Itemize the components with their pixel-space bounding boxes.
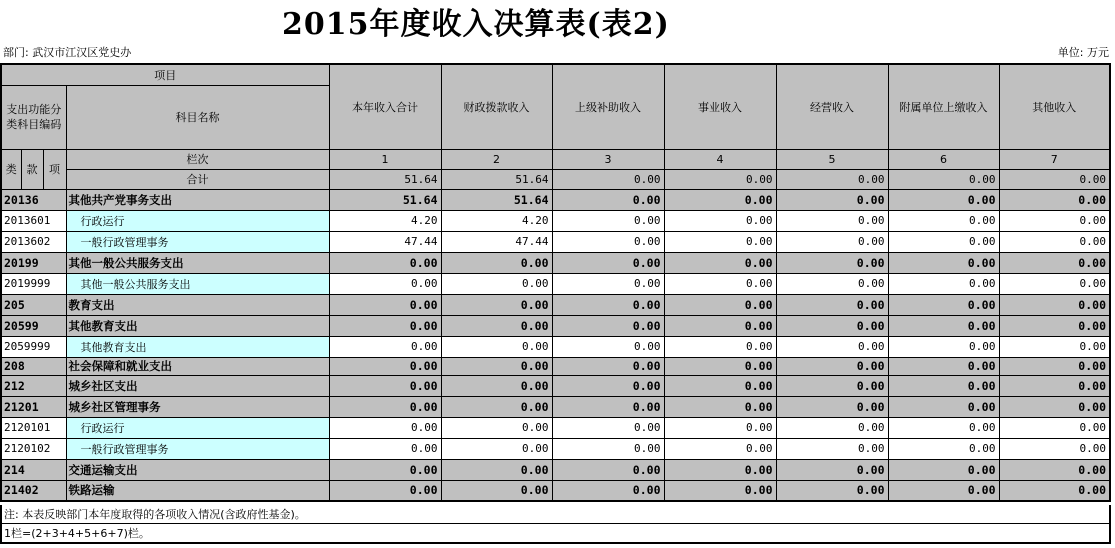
value-cell: 0.00 [776, 357, 888, 375]
value-cell: 0.00 [776, 459, 888, 480]
total-cell: 0.00 [664, 169, 776, 189]
value-cell: 0.00 [888, 417, 999, 438]
value-cell: 0.00 [552, 189, 664, 210]
table-row [1, 273, 1110, 294]
value-cell: 0.00 [888, 480, 999, 501]
value-cell: 0.00 [664, 315, 776, 336]
subject-code-cell: 20199 [1, 252, 66, 273]
total-cell: 51.64 [329, 169, 441, 189]
formula-note: 1栏=(2+3+4+5+6+7)栏。 [0, 524, 1111, 544]
value-cell: 0.00 [329, 417, 441, 438]
value-cell: 4.20 [441, 210, 552, 231]
value-cell: 0.00 [999, 357, 1110, 375]
value-cell: 0.00 [888, 231, 999, 252]
value-cell: 0.00 [999, 231, 1110, 252]
table-row [1, 294, 1110, 315]
column-header: 财政拨款收入 [441, 64, 552, 149]
value-cell: 0.00 [888, 459, 999, 480]
value-cell: 0.00 [999, 210, 1110, 231]
value-cell: 0.00 [441, 375, 552, 396]
subject-code-cell: 21402 [1, 480, 66, 501]
value-cell: 0.00 [664, 417, 776, 438]
value-cell: 0.00 [552, 252, 664, 273]
subject-name-cell: 铁路运输 [66, 480, 329, 501]
column-header: 附属单位上缴收入 [888, 64, 999, 149]
value-cell: 47.44 [329, 231, 441, 252]
value-cell: 0.00 [441, 336, 552, 357]
value-cell: 0.00 [552, 315, 664, 336]
table-row [1, 417, 1110, 438]
column-number: 6 [888, 149, 999, 169]
unit-label: 单位: 万元 [1057, 46, 1109, 59]
func-code-text: 支出功能分类科目编码 [6, 103, 62, 131]
table-row [1, 375, 1110, 396]
value-cell: 0.00 [329, 252, 441, 273]
value-cell: 0.00 [776, 231, 888, 252]
value-cell: 0.00 [441, 459, 552, 480]
subject-code-cell: 2120101 [1, 417, 66, 438]
value-cell: 0.00 [776, 210, 888, 231]
value-cell: 0.00 [999, 252, 1110, 273]
table-row [1, 357, 1110, 375]
value-cell: 0.00 [441, 417, 552, 438]
value-cell: 0.00 [776, 189, 888, 210]
value-cell: 0.00 [776, 375, 888, 396]
table-row [1, 231, 1110, 252]
value-cell: 0.00 [552, 480, 664, 501]
value-cell: 4.20 [329, 210, 441, 231]
subject-name-cell: 其他教育支出 [66, 315, 329, 336]
value-cell: 0.00 [776, 294, 888, 315]
value-cell: 0.00 [664, 459, 776, 480]
subject-name-cell: 一般行政管理事务 [66, 231, 329, 252]
subject-code-cell: 208 [1, 357, 66, 375]
subject-code-cell: 2013601 [1, 210, 66, 231]
value-cell: 51.64 [329, 189, 441, 210]
value-cell: 0.00 [329, 459, 441, 480]
value-cell: 0.00 [441, 438, 552, 459]
value-cell: 0.00 [441, 294, 552, 315]
value-cell: 0.00 [552, 438, 664, 459]
revenue-table [0, 63, 1111, 502]
subject-name-cell: 行政运行 [66, 210, 329, 231]
value-cell: 0.00 [552, 396, 664, 417]
value-cell: 0.00 [888, 438, 999, 459]
subject-code-cell: 20599 [1, 315, 66, 336]
value-cell: 0.00 [664, 210, 776, 231]
table-row [1, 438, 1110, 459]
value-cell: 0.00 [999, 315, 1110, 336]
value-cell: 0.00 [552, 210, 664, 231]
value-cell: 0.00 [999, 273, 1110, 294]
subject-code-cell: 2019999 [1, 273, 66, 294]
value-cell: 0.00 [999, 294, 1110, 315]
value-cell: 47.44 [441, 231, 552, 252]
value-cell: 0.00 [552, 357, 664, 375]
value-cell: 0.00 [441, 252, 552, 273]
subject-name-cell: 其他一般公共服务支出 [66, 273, 329, 294]
subject-name-cell: 行政运行 [66, 417, 329, 438]
column-number: 3 [552, 149, 664, 169]
value-cell: 0.00 [999, 417, 1110, 438]
subject-name-header: 科目名称 [66, 85, 329, 149]
value-cell: 0.00 [776, 336, 888, 357]
value-cell: 0.00 [776, 252, 888, 273]
value-cell: 0.00 [329, 357, 441, 375]
value-cell: 0.00 [664, 231, 776, 252]
table-row [1, 252, 1110, 273]
total-label: 合计 [66, 169, 329, 189]
value-cell: 0.00 [552, 375, 664, 396]
value-cell: 0.00 [888, 315, 999, 336]
table-row [1, 480, 1110, 501]
value-cell: 0.00 [329, 273, 441, 294]
value-cell: 0.00 [999, 459, 1110, 480]
column-number: 7 [999, 149, 1110, 169]
value-cell: 0.00 [329, 480, 441, 501]
value-cell: 0.00 [999, 189, 1110, 210]
value-cell: 0.00 [776, 396, 888, 417]
table-note: 注: 本表反映部门本年度取得的各项收入情况(含政府性基金)。 [0, 505, 1111, 524]
value-cell: 0.00 [776, 417, 888, 438]
value-cell: 0.00 [664, 273, 776, 294]
value-cell: 0.00 [552, 417, 664, 438]
value-cell: 0.00 [776, 438, 888, 459]
value-cell: 0.00 [329, 336, 441, 357]
value-cell: 0.00 [441, 396, 552, 417]
value-cell: 0.00 [999, 396, 1110, 417]
value-cell: 0.00 [999, 480, 1110, 501]
total-cell: 0.00 [999, 169, 1110, 189]
column-header: 经营收入 [776, 64, 888, 149]
xiang-header: 项 [43, 149, 66, 189]
total-cell: 0.00 [888, 169, 999, 189]
total-cell: 51.64 [441, 169, 552, 189]
value-cell: 0.00 [329, 438, 441, 459]
value-cell: 0.00 [329, 396, 441, 417]
value-cell: 0.00 [552, 273, 664, 294]
subject-name-cell: 其他一般公共服务支出 [66, 252, 329, 273]
value-cell: 0.00 [664, 480, 776, 501]
value-cell: 0.00 [664, 438, 776, 459]
value-cell: 0.00 [664, 294, 776, 315]
table-row [1, 315, 1110, 336]
value-cell: 0.00 [888, 396, 999, 417]
column-number: 5 [776, 149, 888, 169]
column-number: 4 [664, 149, 776, 169]
value-cell: 51.64 [441, 189, 552, 210]
table-row [1, 459, 1110, 480]
value-cell: 0.00 [776, 273, 888, 294]
value-cell: 0.00 [552, 294, 664, 315]
table-row [1, 189, 1110, 210]
table-row [1, 210, 1110, 231]
subject-code-cell: 2013602 [1, 231, 66, 252]
lei-header: 类 [1, 149, 21, 189]
value-cell: 0.00 [664, 189, 776, 210]
department-label: 部门: 武汉市江汉区党史办 [3, 46, 132, 59]
subject-code-cell: 212 [1, 375, 66, 396]
value-cell: 0.00 [441, 315, 552, 336]
value-cell: 0.00 [888, 252, 999, 273]
value-cell: 0.00 [329, 315, 441, 336]
value-cell: 0.00 [329, 294, 441, 315]
value-cell: 0.00 [664, 336, 776, 357]
value-cell: 0.00 [552, 459, 664, 480]
value-cell: 0.00 [999, 438, 1110, 459]
value-cell: 0.00 [552, 231, 664, 252]
value-cell: 0.00 [664, 375, 776, 396]
subject-name-cell: 其他共产党事务支出 [66, 189, 329, 210]
subject-name-cell: 其他教育支出 [66, 336, 329, 357]
value-cell: 0.00 [888, 189, 999, 210]
subject-code-cell: 20136 [1, 189, 66, 210]
value-cell: 0.00 [441, 273, 552, 294]
report-title: 2015年度收入决算表(表2) [282, 7, 670, 42]
func-code-header [1, 85, 66, 149]
column-number: 1 [329, 149, 441, 169]
subject-name-cell: 教育支出 [66, 294, 329, 315]
subject-code-cell: 205 [1, 294, 66, 315]
value-cell: 0.00 [664, 252, 776, 273]
subject-code-cell: 214 [1, 459, 66, 480]
lanci-header: 栏次 [66, 149, 329, 169]
subject-code-cell: 21201 [1, 396, 66, 417]
value-cell: 0.00 [776, 315, 888, 336]
value-cell: 0.00 [552, 336, 664, 357]
value-cell: 0.00 [888, 294, 999, 315]
value-cell: 0.00 [441, 480, 552, 501]
value-cell: 0.00 [329, 375, 441, 396]
value-cell: 0.00 [999, 336, 1110, 357]
total-cell: 0.00 [776, 169, 888, 189]
total-cell: 0.00 [552, 169, 664, 189]
value-cell: 0.00 [664, 357, 776, 375]
value-cell: 0.00 [888, 273, 999, 294]
subject-name-cell: 城乡社区管理事务 [66, 396, 329, 417]
value-cell: 0.00 [888, 357, 999, 375]
subject-name-cell: 城乡社区支出 [66, 375, 329, 396]
column-header: 上级补助收入 [552, 64, 664, 149]
value-cell: 0.00 [776, 480, 888, 501]
value-cell: 0.00 [888, 375, 999, 396]
subject-name-cell: 社会保障和就业支出 [66, 357, 329, 375]
subject-code-cell: 2120102 [1, 438, 66, 459]
table-row [1, 336, 1110, 357]
subject-name-cell: 一般行政管理事务 [66, 438, 329, 459]
column-header: 本年收入合计 [329, 64, 441, 149]
kuan-header: 款 [21, 149, 43, 189]
column-header: 事业收入 [664, 64, 776, 149]
value-cell: 0.00 [888, 336, 999, 357]
column-number: 2 [441, 149, 552, 169]
value-cell: 0.00 [999, 375, 1110, 396]
table-body [1, 189, 1110, 501]
value-cell: 0.00 [664, 396, 776, 417]
project-header: 项目 [1, 64, 329, 85]
column-header: 其他收入 [999, 64, 1110, 149]
value-cell: 0.00 [441, 357, 552, 375]
subject-name-cell: 交通运输支出 [66, 459, 329, 480]
value-cell: 0.00 [888, 210, 999, 231]
subject-code-cell: 2059999 [1, 336, 66, 357]
table-row [1, 396, 1110, 417]
